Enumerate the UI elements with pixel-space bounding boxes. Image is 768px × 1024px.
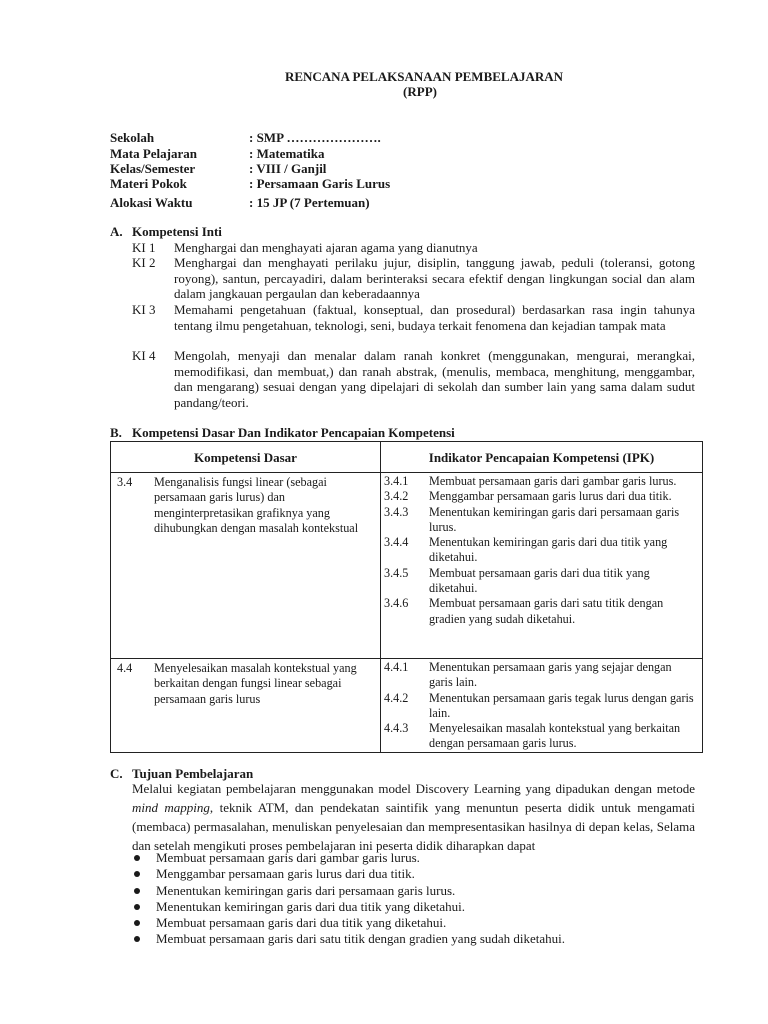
- ipk-item: [381, 691, 702, 722]
- list-item: [132, 899, 692, 915]
- table-row: [111, 659, 703, 753]
- ipk-text: Membuat persamaan garis dari satu titik dengan gradien yang sudah diketahui.: [429, 596, 664, 626]
- kd-cell: [111, 659, 381, 753]
- ipk-number: 3.4.2: [384, 489, 409, 504]
- ipk-text: Membuat persamaan garis dari gambar garis lurus.: [429, 474, 677, 488]
- ipk-text: Menentukan persamaan garis tegak lurus dengan garis lain.: [429, 690, 694, 720]
- ipk-item: [381, 721, 702, 752]
- table-header-row: [111, 442, 703, 473]
- ipk-number: 4.4.2: [384, 690, 409, 705]
- section-c-letter: C.: [110, 766, 123, 781]
- section-b-heading: [110, 425, 455, 440]
- ipk-text: Menentukan kemiringan garis dari dua titik yang diketahui.: [429, 535, 668, 565]
- document-subtitle: (RPP): [403, 84, 437, 99]
- ki-text: Memahami pengetahuan (faktual, konseptual, dan prosedural) berdasarkan rasa ingin tahunya tentang ilmu pengetahuan, teknologi, seni, budaya terkait fenomena dan kejadian tampak mata: [174, 302, 695, 333]
- ki-code: KI 4: [132, 348, 156, 363]
- objective-italic-term: mind mapping: [132, 800, 210, 815]
- ipk-item: [381, 660, 702, 691]
- ipk-item: [381, 505, 702, 536]
- identity-value-class: : VIII / Ganjil: [249, 161, 327, 176]
- ki-text: Menghargai dan menghayati perilaku jujur, disiplin, tanggung jawab, peduli (toleransi, gotong royong), santun, percayadiri, dalam berinteraksi secara efektif dengan lingkungan social dan alam dalam jangkauan pergaulan dan keberadaannya: [174, 255, 695, 302]
- bullet-icon: [134, 936, 140, 942]
- table-row: [111, 473, 703, 659]
- identity-label-time: Alokasi Waktu: [110, 195, 193, 210]
- bullet-icon: [134, 871, 140, 877]
- ki-text: Menghargai dan menghayati ajaran agama yang dianutnya: [174, 240, 478, 255]
- learning-objective-paragraph: [132, 779, 695, 855]
- ipk-text: Menentukan kemiringan garis dari persamaan garis lurus.: [429, 504, 680, 534]
- ipk-text: Menyelesaikan masalah kontekstual yang berkaitan dengan persamaan garis lurus.: [429, 721, 681, 751]
- ipk-number: 4.4.1: [384, 660, 409, 674]
- bullet-text: Membuat persamaan garis dari dua titik yang diketahui.: [156, 915, 447, 931]
- ipk-item: [381, 596, 702, 627]
- ipk-number: 3.4.1: [384, 474, 409, 488]
- kd-cell: [111, 473, 381, 659]
- document-title: RENCANA PELAKSANAAN PEMBELAJARAN: [284, 69, 564, 84]
- identity-label-school: Sekolah: [110, 130, 155, 145]
- bullet-icon: [134, 920, 140, 926]
- ki-code: KI 2: [132, 255, 156, 270]
- objective-bullet-list: [132, 850, 692, 948]
- ipk-text: Membuat persamaan garis dari dua titik yang diketahui.: [429, 565, 650, 596]
- ki-text: Mengolah, menyaji dan menalar dalam ranah konkret (menggunakan, mengurai, merangkai, memodifikasi, dan membuat,) dan ranah abstrak, (menulis, membaca, menghitung, menggambar, dan mengarang) sesuai dengan yang dipelajari di sekolah dan sumber lain yang sama dalam sudut pandang/teori.: [174, 348, 695, 410]
- ipk-item: [381, 474, 702, 489]
- section-a-heading: [110, 224, 222, 239]
- identity-value-school: : SMP ………………….: [249, 130, 381, 145]
- bullet-icon: [134, 904, 140, 910]
- section-c-title: Tujuan Pembelajaran: [132, 766, 254, 781]
- identity-value-time: : 15 JP (7 Pertemuan): [249, 195, 370, 210]
- identity-value-subject: : Matematika: [249, 146, 325, 161]
- competency-table: [110, 441, 703, 753]
- section-b-letter: B.: [110, 425, 122, 440]
- identity-value-topic: : Persamaan Garis Lurus: [249, 176, 391, 191]
- identity-label-class: Kelas/Semester: [110, 161, 196, 176]
- ipk-number: 3.4.6: [384, 596, 409, 611]
- kd-text: Menyelesaikan masalah kontekstual yang berkaitan dengan fungsi linear sebagai persamaan garis lurus: [154, 661, 357, 706]
- list-item: [132, 915, 692, 931]
- column-header-kd: Kompetensi Dasar: [111, 442, 381, 473]
- kd-number: 4.4: [117, 661, 133, 675]
- ki-code: KI 1: [132, 240, 156, 255]
- ipk-text: Menggambar persamaan garis lurus dari dua titik.: [429, 489, 672, 504]
- bullet-text: Menentukan kemiringan garis dari persamaan garis lurus.: [156, 882, 456, 898]
- ipk-item: [381, 566, 702, 597]
- list-item: [132, 931, 692, 947]
- identity-label-subject: Mata Pelajaran: [110, 146, 198, 161]
- bullet-icon: [134, 855, 140, 861]
- objective-text-part1: Melalui kegiatan pembelajaran menggunakan model Discovery Learning yang dipadukan dengan metode: [132, 781, 695, 796]
- kd-number: 3.4: [117, 475, 133, 489]
- kd-text: Menganalisis fungsi linear (sebagai persamaan garis lurus) dan menginterpretasikan grafiknya yang dihubungkan dengan masalah kontekstual: [154, 475, 359, 535]
- ipk-item: [381, 535, 702, 566]
- ipk-item: [381, 489, 702, 504]
- objective-text-part2: , teknik ATM, dan pendekatan saintifik yang menuntun peserta didik untuk mengamati (membaca) permasalahan, menuliskan penyelesaian dan mempresentasikan hasilnya di depan kelas, Selama dan setelah mengikuti proses pembelajaran ini peserta didik diharapkan dapat: [132, 800, 695, 853]
- list-item: [132, 850, 692, 866]
- ipk-number: 3.4.4: [384, 535, 409, 550]
- ipk-text: Menentukan persamaan garis yang sejajar dengan garis lain.: [429, 660, 672, 690]
- ipk-cell: [381, 473, 703, 659]
- bullet-text: Membuat persamaan garis dari gambar garis lurus.: [156, 850, 420, 865]
- ipk-number: 3.4.3: [384, 504, 409, 519]
- section-a-title: Kompetensi Inti: [132, 224, 222, 239]
- ipk-number: 4.4.3: [384, 721, 409, 736]
- section-a-letter: A.: [110, 224, 123, 239]
- ipk-cell: [381, 659, 703, 753]
- bullet-text: Menentukan kemiringan garis dari dua titik yang diketahui.: [156, 898, 466, 914]
- identity-label-topic: Materi Pokok: [110, 176, 187, 191]
- bullet-text: Menggambar persamaan garis lurus dari dua titik.: [156, 866, 415, 882]
- section-b-title: Kompetensi Dasar Dan Indikator Pencapaian Kompetensi: [132, 425, 455, 440]
- list-item: [132, 866, 692, 882]
- ipk-number: 3.4.5: [384, 565, 409, 580]
- bullet-text: Membuat persamaan garis dari satu titik dengan gradien yang sudah diketahui.: [156, 931, 566, 947]
- list-item: [132, 883, 692, 899]
- ki-code: KI 3: [132, 302, 156, 317]
- bullet-icon: [134, 888, 140, 894]
- column-header-ipk: Indikator Pencapaian Kompetensi (IPK): [381, 442, 703, 473]
